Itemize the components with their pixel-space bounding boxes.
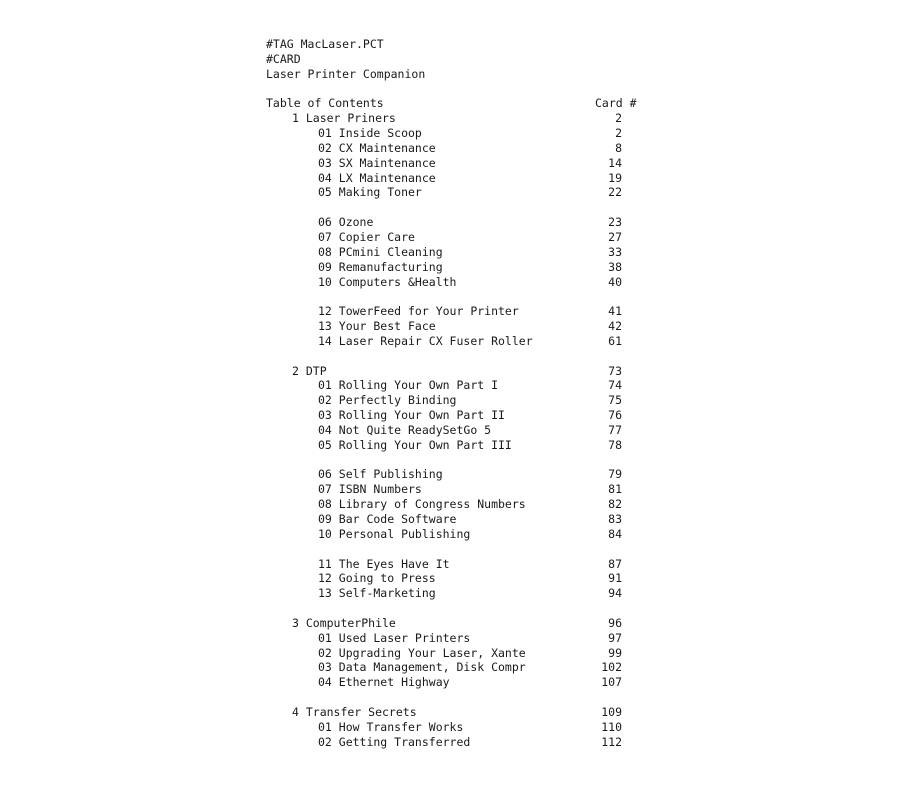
- entry-card-number: 81: [608, 482, 622, 497]
- entry-label: 04 Not Quite ReadySetGo 5: [318, 422, 492, 437]
- entry-card-number: 84: [608, 526, 622, 541]
- entry-label: 03 Data Management, Disk Compr: [318, 660, 526, 675]
- spacer: [266, 82, 646, 97]
- toc-entry: [266, 497, 646, 512]
- entry-label: 02 Getting Transferred: [318, 734, 471, 749]
- chapter-card-number: 73: [608, 363, 622, 378]
- entry-card-number: 2: [615, 126, 622, 141]
- chapter-row: [266, 111, 646, 126]
- entry-label: 13 Self-Marketing: [318, 586, 436, 601]
- entry-label: 01 How Transfer Works: [318, 719, 464, 734]
- entry-card-number: 14: [608, 155, 622, 170]
- toc-entry: [266, 735, 646, 750]
- entry-label: 02 Upgrading Your Laser, Xante: [318, 645, 526, 660]
- entry-label: 07 Copier Care: [318, 229, 415, 244]
- entry-card-number: 42: [608, 319, 622, 334]
- chapter-card-number: 2: [615, 111, 622, 126]
- entry-card-number: 74: [608, 378, 622, 393]
- toc-heading-row: [266, 96, 646, 111]
- entry-label: 05 Making Toner: [318, 185, 422, 200]
- entry-card-number: 19: [608, 170, 622, 185]
- toc-entry: [266, 275, 646, 290]
- entry-label: 10 Personal Publishing: [318, 526, 471, 541]
- spacer: [266, 690, 646, 705]
- toc-entry: [266, 393, 646, 408]
- entry-card-number: 82: [608, 497, 622, 512]
- entry-label: 01 Used Laser Printers: [318, 630, 471, 645]
- entry-card-number: 78: [608, 437, 622, 452]
- entry-card-number: 22: [608, 185, 622, 200]
- entry-card-number: 87: [608, 556, 622, 571]
- toc-entry: [266, 304, 646, 319]
- entry-label: 02 Perfectly Binding: [318, 393, 457, 408]
- entry-label: 01 Rolling Your Own Part I: [318, 378, 499, 393]
- toc-entry: [266, 527, 646, 542]
- entry-label: 14 Laser Repair CX Fuser Roller: [318, 333, 533, 348]
- entry-label: 01 Inside Scoop: [318, 126, 422, 141]
- toc-entry: [266, 126, 646, 141]
- toc-entry: [266, 482, 646, 497]
- chapter-card-number: 109: [601, 704, 622, 719]
- toc-entry: [266, 467, 646, 482]
- entry-card-number: 61: [608, 333, 622, 348]
- toc-entry: [266, 720, 646, 735]
- toc-entry: [266, 215, 646, 230]
- entry-card-number: 27: [608, 229, 622, 244]
- spacer: [266, 289, 646, 304]
- entry-label: 02 CX Maintenance: [318, 140, 436, 155]
- toc-entry: [266, 675, 646, 690]
- toc-entry: [266, 512, 646, 527]
- entry-label: 03 Rolling Your Own Part II: [318, 408, 505, 423]
- toc-entry: [266, 334, 646, 349]
- spacer: [266, 200, 646, 215]
- toc-entry: [266, 557, 646, 572]
- spacer: [266, 453, 646, 468]
- toc-entry: [266, 631, 646, 646]
- entry-label: 08 PCmini Cleaning: [318, 244, 443, 259]
- entry-card-number: 38: [608, 259, 622, 274]
- toc-body: [266, 111, 646, 749]
- entry-label: 13 Your Best Face: [318, 319, 436, 334]
- entry-label: 10 Computers &Health: [318, 274, 457, 289]
- toc-entry: [266, 260, 646, 275]
- toc-entry: [266, 185, 646, 200]
- chapter-row: [266, 705, 646, 720]
- entry-card-number: 83: [608, 512, 622, 526]
- entry-card-number: 41: [608, 304, 622, 319]
- entry-card-number: 102: [601, 660, 622, 675]
- entry-label: 12 Going to Press: [318, 571, 436, 586]
- entry-label: 04 LX Maintenance: [318, 170, 436, 185]
- toc-entry: [266, 156, 646, 171]
- chapter-label: 4 Transfer Secrets: [292, 704, 417, 719]
- entry-label: 04 Ethernet Highway: [318, 675, 450, 690]
- card-line: #CARD: [266, 51, 301, 66]
- spacer: [266, 349, 646, 364]
- entry-card-number: 76: [608, 408, 622, 423]
- entry-card-number: 23: [608, 215, 622, 230]
- entry-label: 08 Library of Congress Numbers: [318, 497, 526, 512]
- toc-entry: [266, 646, 646, 661]
- entry-label: 09 Remanufacturing: [318, 259, 443, 274]
- entry-card-number: 40: [608, 274, 622, 289]
- toc-entry: [266, 586, 646, 601]
- toc-entry: [266, 141, 646, 156]
- toc-entry: [266, 171, 646, 186]
- chapter-label: 2 DTP: [292, 363, 327, 378]
- tag-line: #TAG MacLaser.PCT: [266, 37, 384, 51]
- entry-label: 06 Self Publishing: [318, 467, 443, 482]
- spacer: [266, 601, 646, 616]
- document-title: Laser Printer Companion: [266, 66, 426, 81]
- entry-card-number: 91: [608, 571, 622, 586]
- entry-card-number: 110: [601, 719, 622, 734]
- entry-card-number: 77: [608, 422, 622, 437]
- spacer: [266, 542, 646, 557]
- entry-card-number: 79: [608, 467, 622, 482]
- toc-entry: [266, 230, 646, 245]
- entry-label: 09 Bar Code Software: [318, 512, 457, 526]
- entry-card-number: 112: [601, 734, 622, 749]
- chapter-card-number: 96: [608, 615, 622, 630]
- toc-entry: [266, 378, 646, 393]
- entry-label: 03 SX Maintenance: [318, 155, 436, 170]
- toc-entry: [266, 423, 646, 438]
- toc-entry: [266, 319, 646, 334]
- card-column-heading: Card #: [595, 96, 637, 111]
- entry-label: 11 The Eyes Have It: [318, 556, 450, 571]
- toc-entry: [266, 408, 646, 423]
- entry-card-number: 8: [615, 140, 622, 155]
- entry-label: 07 ISBN Numbers: [318, 482, 422, 497]
- chapter-label: 1 Laser Priners: [292, 111, 396, 126]
- entry-card-number: 94: [608, 586, 622, 601]
- chapter-label: 3 ComputerPhile: [292, 615, 396, 630]
- entry-label: 05 Rolling Your Own Part III: [318, 437, 512, 452]
- toc-entry: [266, 245, 646, 260]
- entry-card-number: 97: [608, 630, 622, 645]
- entry-label: 06 Ozone: [318, 215, 374, 230]
- toc-entry: [266, 571, 646, 586]
- entry-label: 12 TowerFeed for Your Printer: [318, 304, 519, 319]
- toc-heading: Table of Contents: [266, 96, 384, 111]
- chapter-row: [266, 364, 646, 379]
- toc-entry: [266, 438, 646, 453]
- entry-card-number: 33: [608, 244, 622, 259]
- entry-card-number: 75: [608, 393, 622, 408]
- toc-entry: [266, 660, 646, 675]
- toc-document: [266, 37, 646, 750]
- entry-card-number: 99: [608, 645, 622, 660]
- entry-card-number: 107: [601, 675, 622, 690]
- chapter-row: [266, 616, 646, 631]
